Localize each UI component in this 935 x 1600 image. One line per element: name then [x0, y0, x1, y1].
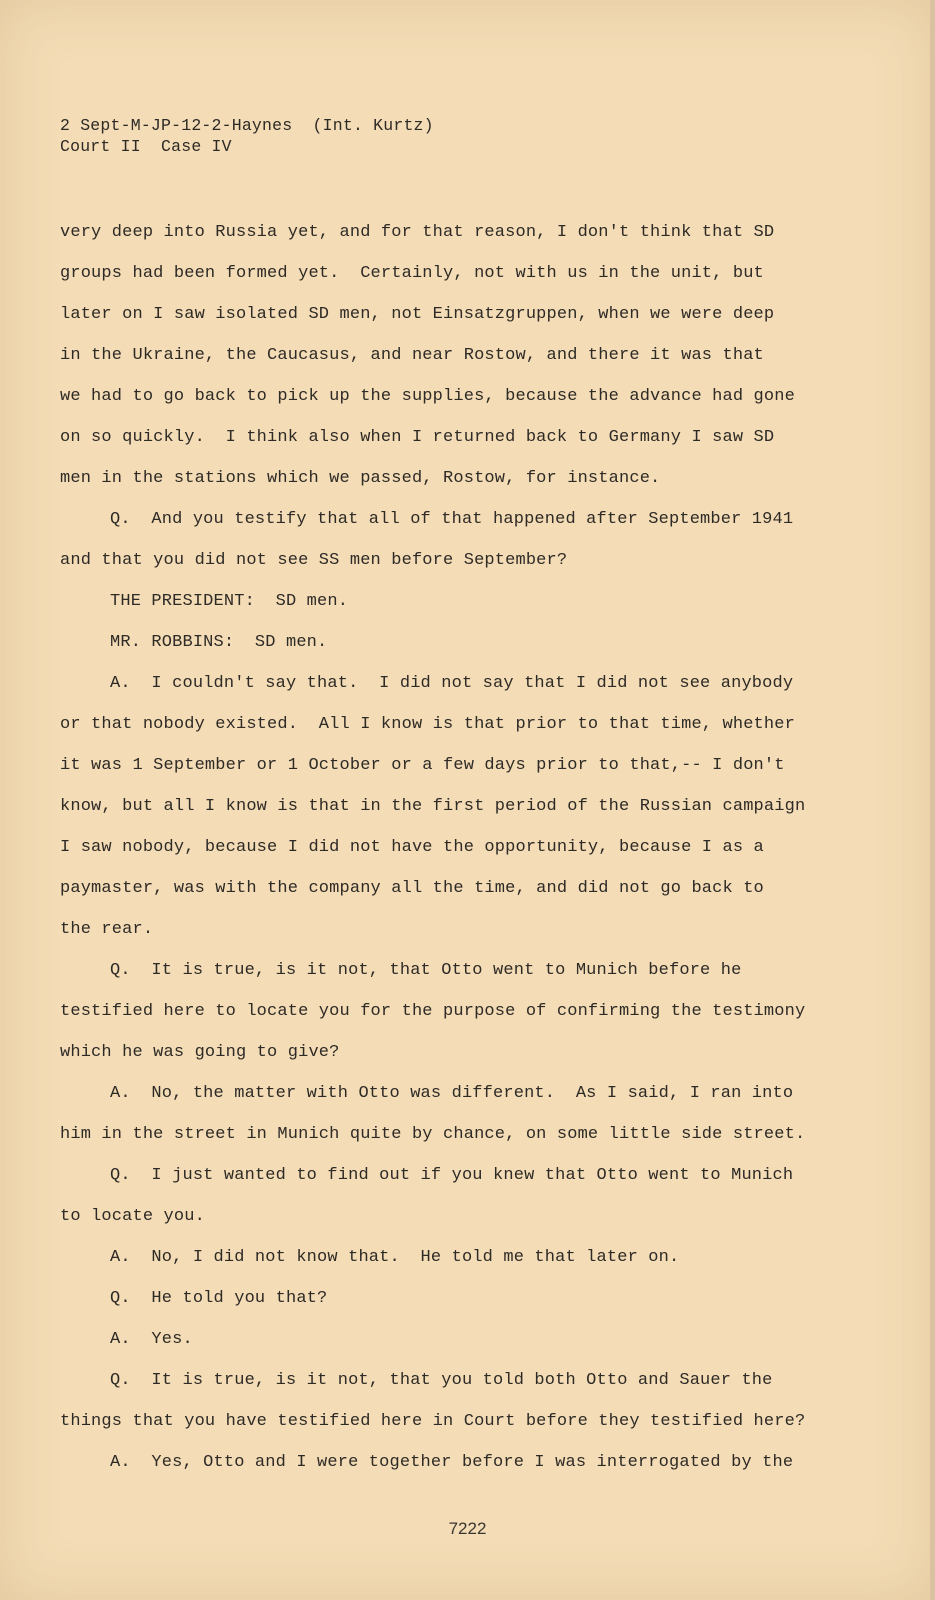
text-line: testified here to locate you for the purpose of confirming the testimony: [60, 1002, 806, 1021]
question-line: Q. It is true, is it not, that you told both Otto and Sauer the: [110, 1371, 773, 1390]
text-line: and that you did not see SS men before September?: [60, 551, 568, 570]
text-line: it was 1 September or 1 October or a few days prior to that,-- I don't: [60, 756, 785, 775]
speaker-line: MR. ROBBINS: SD men.: [110, 633, 328, 652]
transcript-header: [60, 115, 434, 157]
text-line: I saw nobody, because I did not have the opportunity, because I as a: [60, 838, 764, 857]
question-line: Q. He told you that?: [110, 1289, 328, 1308]
header-court-line: Court II Case IV: [60, 137, 232, 156]
text-line: things that you have testified here in Court before they testified here?: [60, 1412, 806, 1431]
question-line: Q. It is true, is it not, that Otto went to Munich before he: [110, 961, 742, 980]
answer-line: A. No, I did not know that. He told me that later on.: [110, 1248, 680, 1267]
text-line: on so quickly. I think also when I returned back to Germany I saw SD: [60, 428, 775, 447]
page-number: 7222: [448, 1519, 487, 1538]
text-line: very deep into Russia yet, and for that reason, I don't think that SD: [60, 223, 775, 242]
text-line: or that nobody existed. All I know is that prior to that time, whether: [60, 715, 795, 734]
header-session-line: 2 Sept-M-JP-12-2-Haynes (Int. Kurtz): [60, 116, 434, 135]
question-line: Q. And you testify that all of that happened after September 1941: [110, 510, 794, 529]
question-line: Q. I just wanted to find out if you knew that Otto went to Munich: [110, 1166, 794, 1185]
text-line: we had to go back to pick up the supplies, because the advance had gone: [60, 387, 795, 406]
text-line: paymaster, was with the company all the time, and did not go back to: [60, 879, 764, 898]
answer-line: A. No, the matter with Otto was different. As I said, I ran into: [110, 1084, 794, 1103]
speaker-line: THE PRESIDENT: SD men.: [110, 592, 349, 611]
text-line: the rear.: [60, 920, 154, 939]
text-line: to locate you.: [60, 1207, 205, 1226]
answer-line: A. I couldn't say that. I did not say that I did not see anybody: [110, 674, 794, 693]
text-line: which he was going to give?: [60, 1043, 340, 1062]
text-line: him in the street in Munich quite by chance, on some little side street.: [60, 1125, 806, 1144]
page-edge: [930, 0, 935, 1600]
text-line: in the Ukraine, the Caucasus, and near Rostow, and there it was that: [60, 346, 764, 365]
answer-line: A. Yes.: [110, 1330, 193, 1349]
text-line: later on I saw isolated SD men, not Einsatzgruppen, when we were deep: [60, 305, 775, 324]
text-line: know, but all I know is that in the first period of the Russian campaign: [60, 797, 806, 816]
answer-line: A. Yes, Otto and I were together before I was interrogated by the: [110, 1453, 794, 1472]
text-line: groups had been formed yet. Certainly, not with us in the unit, but: [60, 264, 764, 283]
text-line: men in the stations which we passed, Rostow, for instance.: [60, 469, 661, 488]
